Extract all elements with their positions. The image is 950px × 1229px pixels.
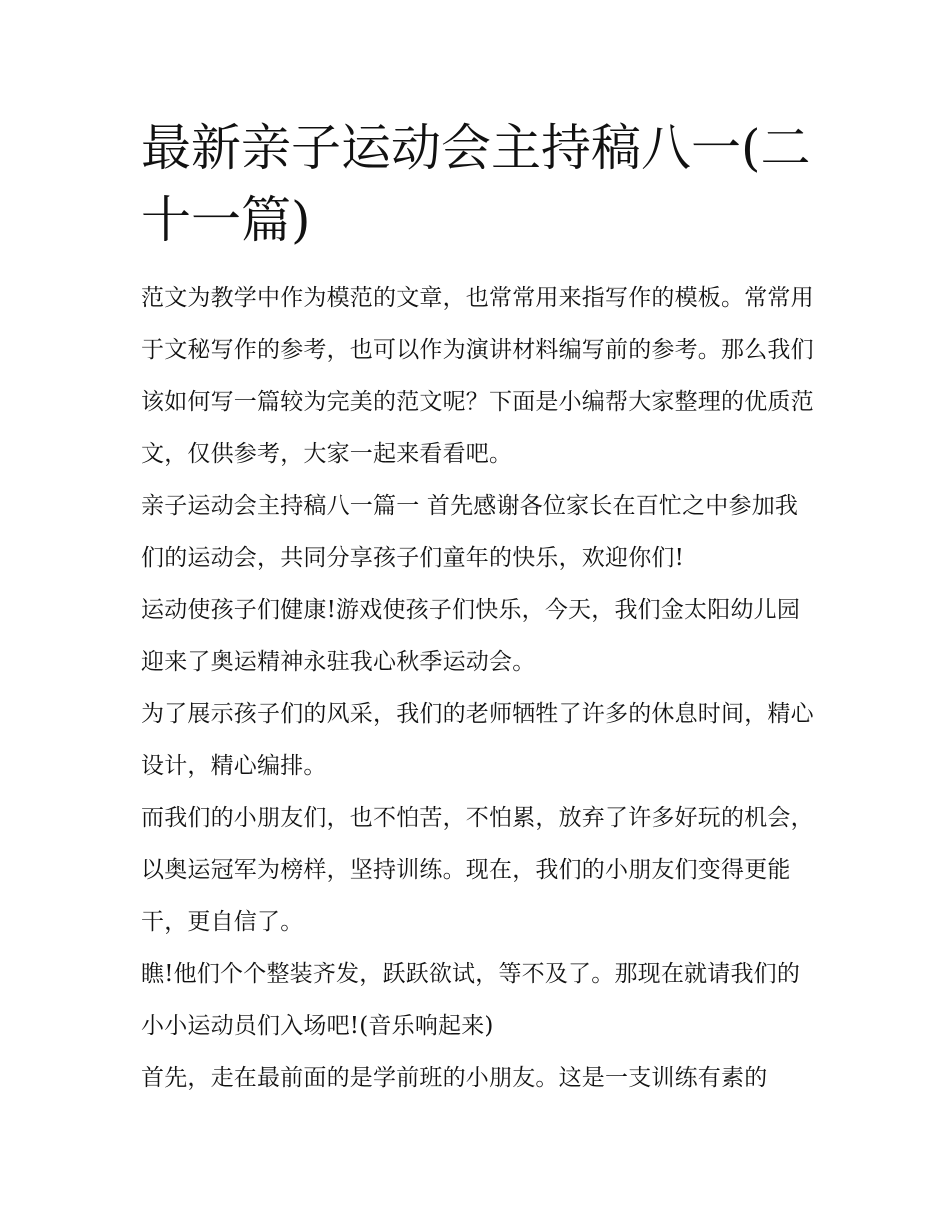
paragraph-teachers: 为了展示孩子们的风采，我们的老师牺牲了许多的休息时间，精心设计，精心编排。 (141, 701, 814, 779)
paragraph-sports-meet: 运动使孩子们健康!游戏使孩子们快乐，今天，我们金太阳幼儿园迎来了奥运精神永驻我心秋季运动会。 (141, 597, 801, 675)
document-title: 最新亲子运动会主持稿八一(二十一篇) (141, 119, 811, 249)
paragraph-intro: 范文为教学中作为模范的文章，也常常用来指写作的模板。常常用于文秘写作的参考，也可以作为演讲材料编写前的参考。那么我们该如何写一篇较为完美的范文呢？下面是小编帮大家整理的优质范文，仅供参考，大家一起来看看吧。 (141, 285, 814, 467)
paragraph-children: 而我们的小朋友们，也不怕苦，不怕累，放弃了许多好玩的机会，以奥运冠军为榜样，坚持训练。现在，我们的小朋友们变得更能干，更自信了。 (141, 805, 814, 935)
paragraph-entrance: 瞧!他们个个整装齐发，跃跃欲试，等不及了。那现在就请我们的小小运动员们入场吧!(音乐响起来) (141, 961, 801, 1039)
document-page (141, 112, 817, 1104)
paragraph-first-class: 首先，走在最前面的是学前班的小朋友。这是一支训练有素的 (141, 1065, 768, 1091)
document-body (141, 272, 817, 1104)
paragraph-welcome: 亲子运动会主持稿八一篇一 首先感谢各位家长在百忙之中参加我们的运动会，共同分享孩子们童年的快乐，欢迎你们! (141, 493, 799, 571)
